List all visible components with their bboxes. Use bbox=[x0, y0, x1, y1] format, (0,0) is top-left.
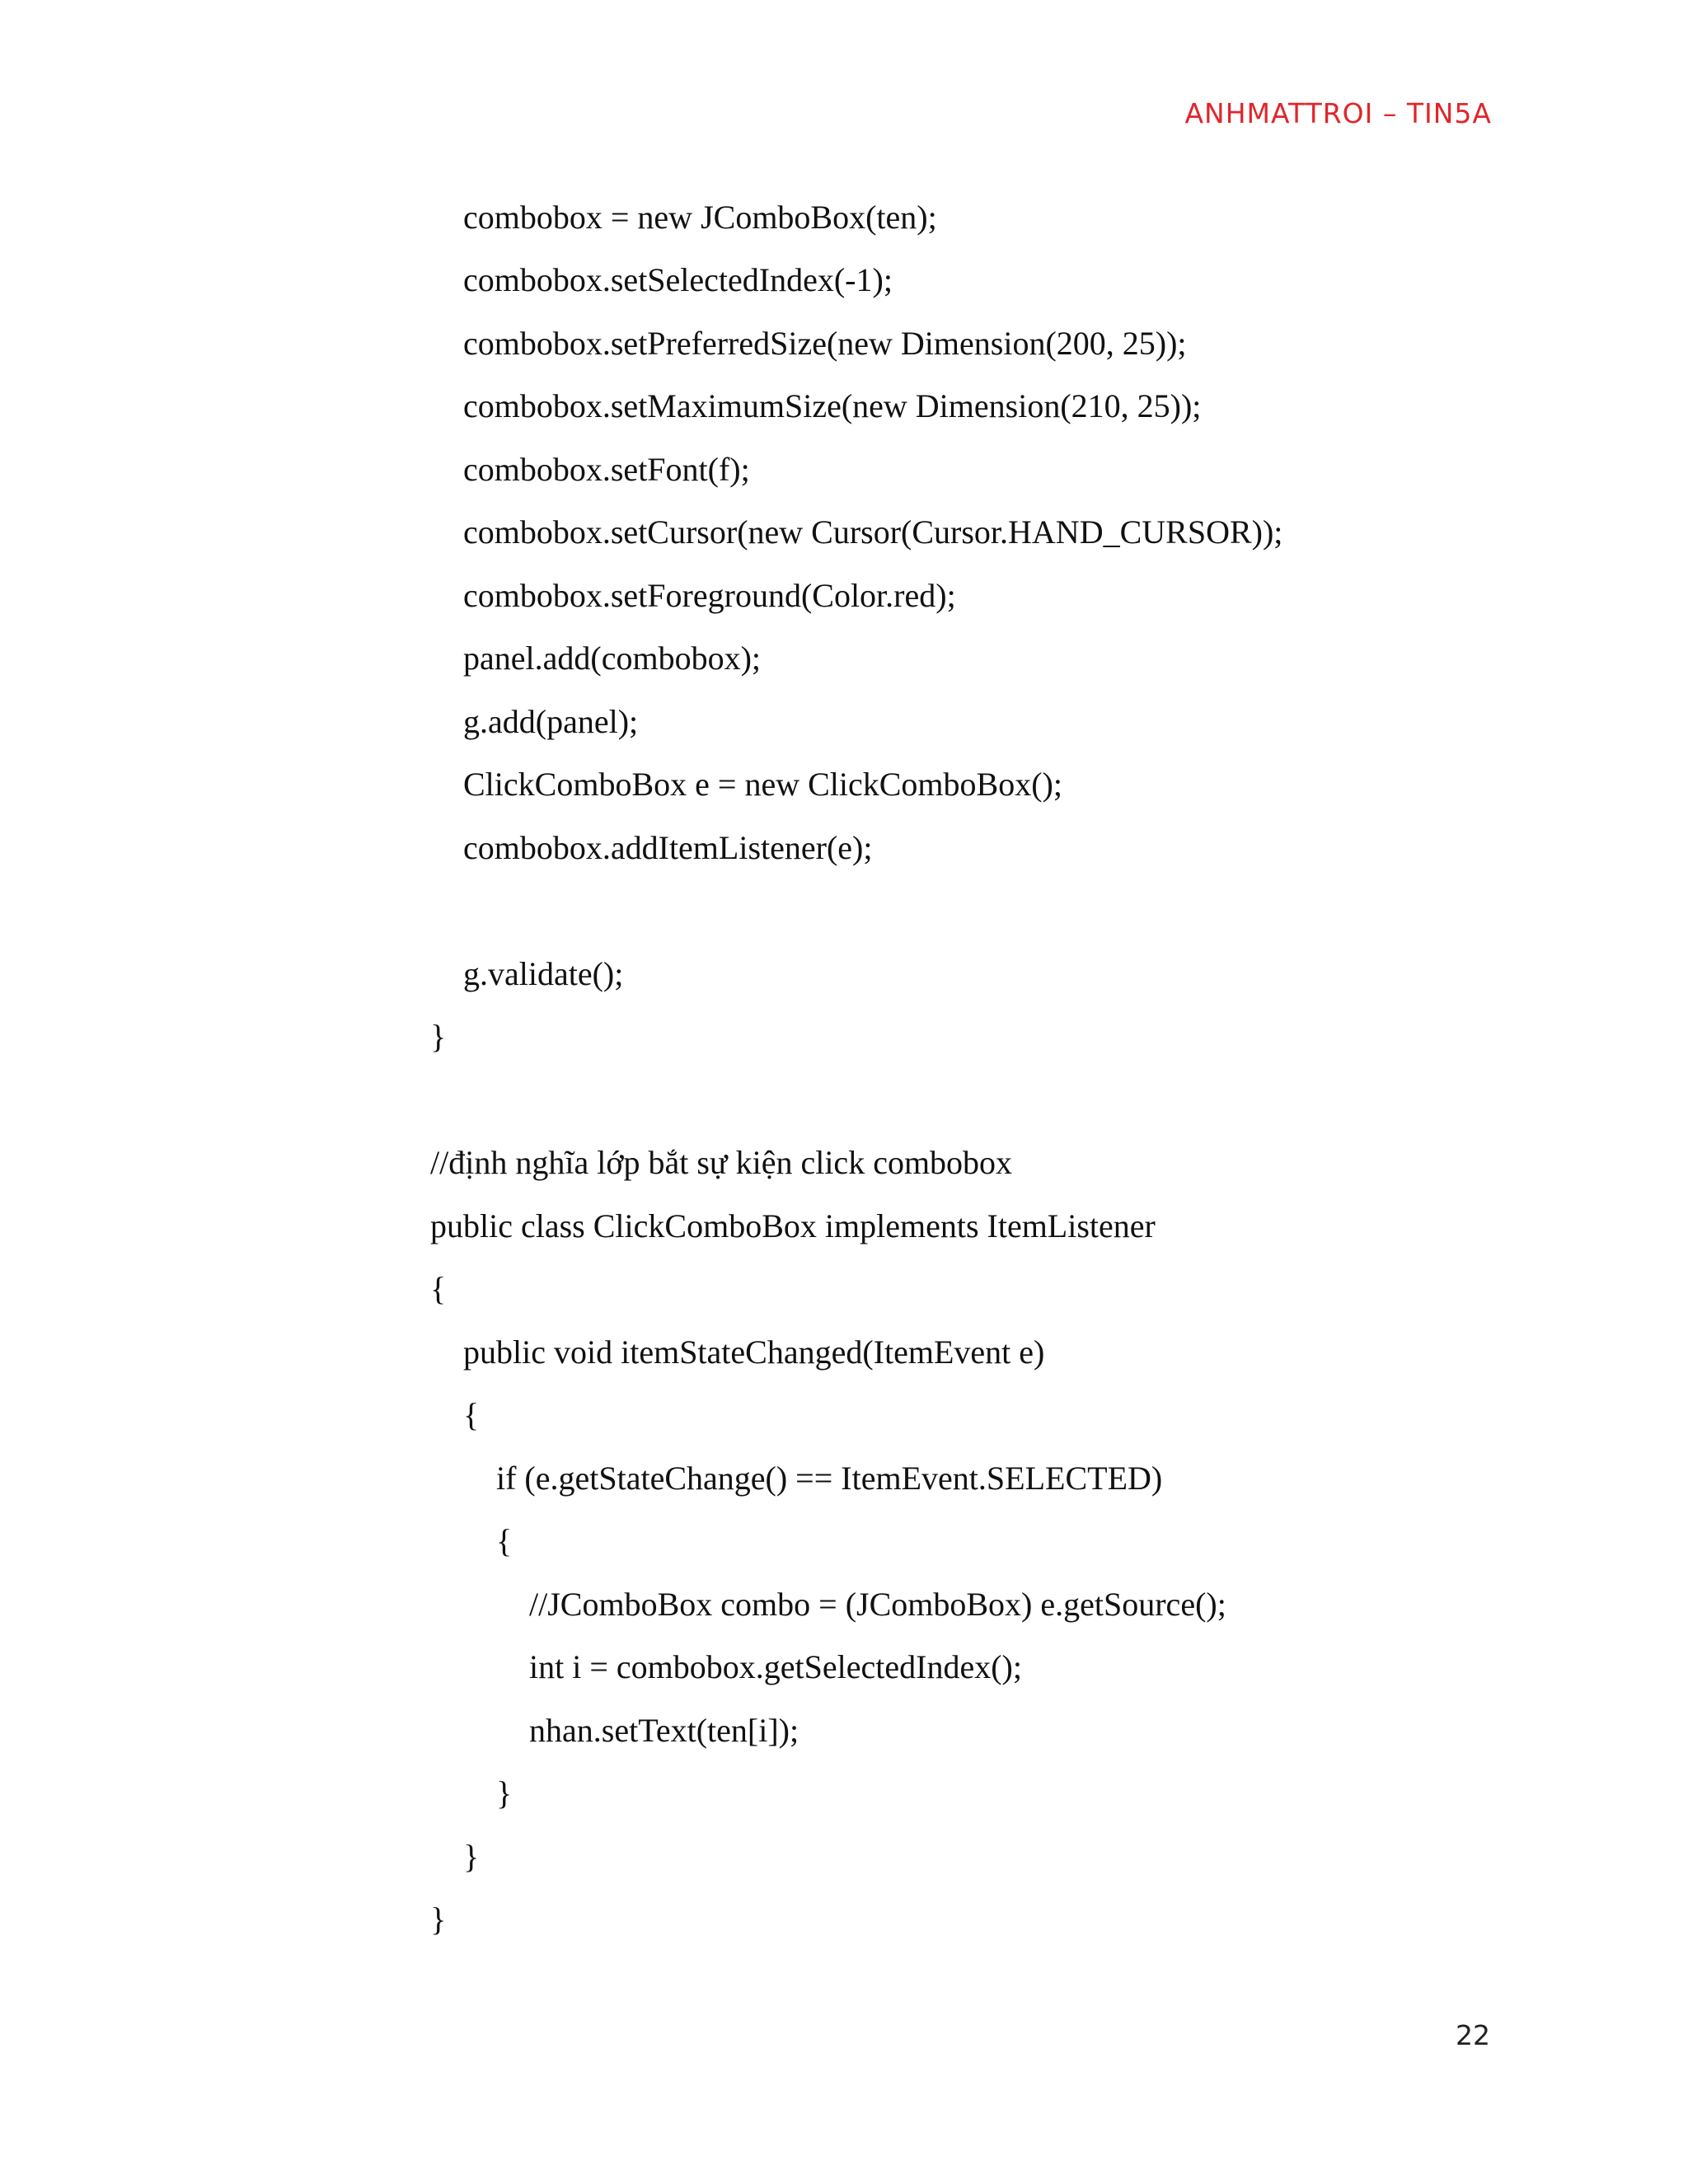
code-line: combobox.setForeground(Color.red); bbox=[463, 577, 956, 614]
code-comment: //định nghĩa lớp bắt sự kiện click combobox bbox=[430, 1144, 1013, 1181]
code-line: } bbox=[430, 1900, 447, 1938]
code-comment: //JComboBox combo = (JComboBox) e.getSource(); bbox=[529, 1586, 1226, 1623]
code-line: g.validate(); bbox=[463, 955, 624, 992]
code-line: nhan.setText(ten[i]); bbox=[529, 1712, 799, 1749]
code-line: combobox.setCursor(new Cursor(Cursor.HAND_CURSOR)); bbox=[463, 513, 1283, 551]
code-line: g.add(panel); bbox=[463, 703, 639, 740]
code-line: combobox.addItemListener(e); bbox=[463, 829, 873, 866]
code-line: public void itemStateChanged(ItemEvent e) bbox=[463, 1333, 1045, 1371]
code-line: combobox = new JComboBox(ten); bbox=[463, 199, 937, 236]
code-line: int i = combobox.getSelectedIndex(); bbox=[529, 1648, 1022, 1685]
code-line: if (e.getStateChange() == ItemEvent.SELECTED) bbox=[496, 1460, 1163, 1497]
running-header: ANHMATTROI – TIN5A bbox=[1184, 97, 1492, 129]
code-line: { bbox=[463, 1396, 480, 1433]
code-line: ClickComboBox e = new ClickComboBox(); bbox=[463, 766, 1062, 803]
code-line: { bbox=[496, 1522, 513, 1559]
code-line: combobox.setMaximumSize(new Dimension(210, 25)); bbox=[463, 387, 1202, 424]
code-line: combobox.setPreferredSize(new Dimension(200, 25)); bbox=[463, 325, 1187, 362]
code-line: panel.add(combobox); bbox=[463, 640, 761, 677]
code-line: { bbox=[430, 1270, 447, 1307]
code-line: combobox.setSelectedIndex(-1); bbox=[463, 261, 893, 298]
page-number: 22 bbox=[1456, 2019, 1490, 2051]
code-line: combobox.setFont(f); bbox=[463, 451, 750, 488]
code-line: } bbox=[430, 1018, 447, 1055]
code-line: public class ClickComboBox implements ItemListener bbox=[430, 1207, 1156, 1244]
code-line: } bbox=[463, 1838, 480, 1875]
code-line: } bbox=[496, 1774, 513, 1811]
